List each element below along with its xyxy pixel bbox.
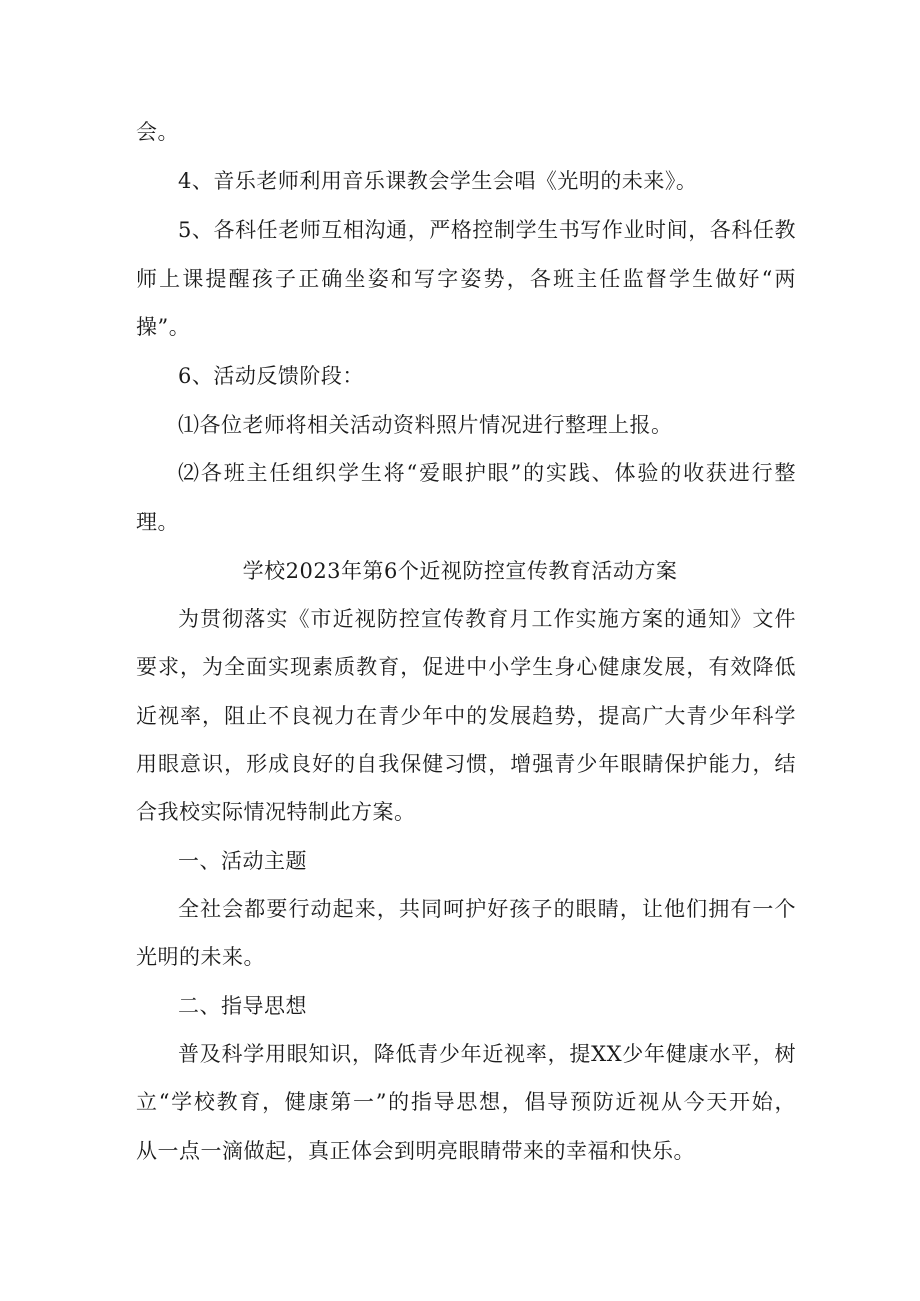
section-title: 学校2023年第6个近视防控宣传教育活动方案 — [242, 559, 678, 583]
ideology-paragraph-line-2: 立“学校教育，健康第一”的指导思想，倡导预防近视从今天开始， — [136, 1090, 796, 1114]
intro-paragraph-line-3: 近视率，阻止不良视力在青少年中的发展趋势，提高广大青少年科学 — [136, 704, 796, 728]
list-item-5-line-2: 师上课提醒孩子正确坐姿和写字姿势，各班主任监督学生做好“两 — [136, 267, 796, 291]
list-item-4: 4、音乐老师利用音乐课教会学生会唱《光明的未来》。 — [178, 169, 698, 193]
sub-item-1: ⑴各位老师将相关活动资料照片情况进行整理上报。 — [178, 413, 673, 437]
list-item-5-line-3: 操”。 — [136, 315, 191, 339]
theme-paragraph-line-2: 光明的未来。 — [136, 945, 265, 969]
heading-guiding-ideology: 二、指导思想 — [178, 994, 307, 1018]
sub-item-2-line-2: 理。 — [136, 510, 179, 534]
intro-paragraph-line-4: 用眼意识，形成良好的自我保健习惯，增强青少年眼睛保护能力，结 — [136, 752, 796, 776]
intro-paragraph-line-1: 为贯彻落实《市近视防控宣传教育月工作实施方案的通知》文件 — [178, 607, 796, 631]
intro-paragraph-line-2: 要求，为全面实现素质教育，促进中小学生身心健康发展，有效降低 — [136, 655, 796, 679]
list-item-6: 6、活动反馈阶段： — [178, 364, 364, 388]
sub-item-2-line-1: ⑵各班主任组织学生将“爱眼护眼”的实践、体验的收获进行整 — [178, 461, 796, 485]
text-line-continuation: 会。 — [136, 120, 179, 144]
heading-activity-theme: 一、活动主题 — [178, 849, 307, 873]
list-item-5-line-1: 5、各科任老师互相沟通，严格控制学生书写作业时间，各科任教 — [178, 218, 796, 242]
theme-paragraph-line-1: 全社会都要行动起来，共同呵护好孩子的眼睛，让他们拥有一个 — [178, 897, 796, 921]
ideology-paragraph-line-3: 从一点一滴做起，真正体会到明亮眼睛带来的幸福和快乐。 — [136, 1139, 695, 1163]
ideology-paragraph-line-1: 普及科学用眼知识，降低青少年近视率，提XX少年健康水平，树 — [178, 1042, 796, 1066]
intro-paragraph-line-5: 合我校实际情况特制此方案。 — [136, 800, 416, 824]
